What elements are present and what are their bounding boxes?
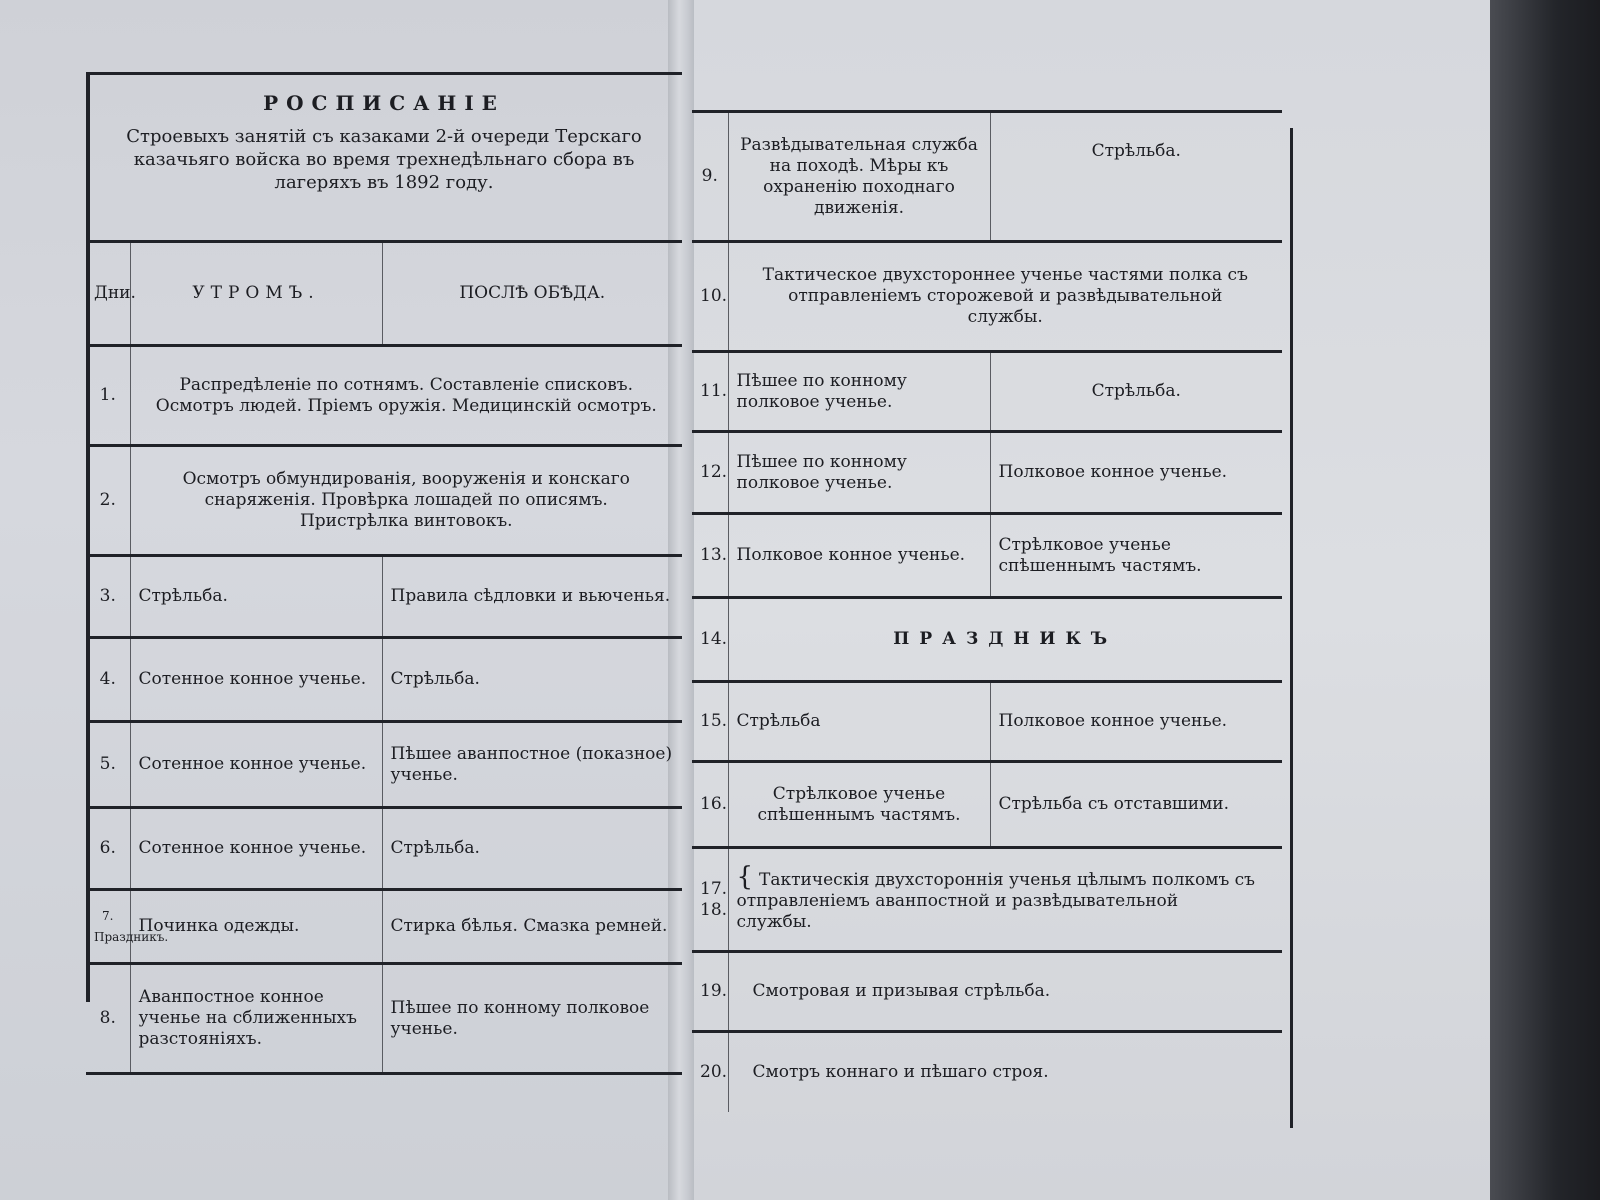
row-text: Смотровая и призывая стрѣльба.	[728, 952, 1282, 1032]
row-number: 1.	[86, 346, 130, 446]
table-row	[692, 1032, 1282, 1112]
row-morning: Починка одежды.	[130, 890, 382, 964]
row-morning: Пѣшее по конному полковое ученье.	[728, 432, 990, 514]
row-number: 8.	[86, 964, 130, 1074]
row-number: 7. Праздникъ.	[86, 890, 130, 964]
brace-glyph: {	[736, 861, 754, 892]
table-row	[692, 242, 1282, 352]
row-number: 5.	[86, 722, 130, 808]
row-afternoon: Стрѣльба съ отставшими.	[990, 762, 1282, 848]
row-number: 11.	[692, 352, 728, 432]
table-row	[86, 722, 682, 808]
row-afternoon: Пѣшее аванпостное (показное) ученье.	[382, 722, 682, 808]
row-number: 17. 18.	[692, 848, 728, 952]
page-subtitle: Строевыхъ занятій съ казаками 2-й очереди Терскаго казачьяго войска во время трехнедѣльнаго сбора въ лагеряхъ въ 1892 году.	[126, 126, 642, 193]
table-row	[692, 432, 1282, 514]
row-number: 3.	[86, 556, 130, 638]
row-morning: Стрѣльба	[728, 682, 990, 762]
row-number: 4.	[86, 638, 130, 722]
header-afternoon: ПОСЛѢ ОБѢДА.	[382, 242, 682, 346]
holiday-label: ПРАЗДНИКЪ	[728, 598, 1282, 682]
table-row	[692, 952, 1282, 1032]
row-number: 20.	[692, 1032, 728, 1112]
table-row	[692, 352, 1282, 432]
table-row	[86, 556, 682, 638]
row-number: 13.	[692, 514, 728, 598]
table-row	[692, 598, 1282, 682]
row-number: 9.	[692, 112, 728, 242]
row-number: 10.	[692, 242, 728, 352]
row-morning: Развѣдывательная служба на походѣ. Мѣры къ охраненію походнаго движенія.	[728, 112, 990, 242]
table-row	[86, 964, 682, 1074]
row-afternoon: Стрѣльба.	[990, 112, 1282, 242]
table-row	[692, 848, 1282, 952]
row-text: Смотръ коннаго и пѣшаго строя.	[728, 1032, 1282, 1112]
table-row	[692, 682, 1282, 762]
row-number: 19.	[692, 952, 728, 1032]
table-frame-right	[1290, 128, 1293, 1128]
row-morning: Пѣшее по конному полковое ученье.	[728, 352, 990, 432]
row-morning: Сотенное конное ученье.	[130, 722, 382, 808]
row-morning: Сотенное конное ученье.	[130, 808, 382, 890]
book-cover-edge	[1490, 0, 1600, 1200]
row-number: 16.	[692, 762, 728, 848]
table-row	[692, 762, 1282, 848]
row-morning: Сотенное конное ученье.	[130, 638, 382, 722]
row-number: 2.	[86, 446, 130, 556]
row-afternoon: Правила сѣдловки и вьюченья.	[382, 556, 682, 638]
row-morning: Стрѣльба.	[130, 556, 382, 638]
row-number: 12.	[692, 432, 728, 514]
row-morning: Аванпостное конное ученье на сближенныхъ разстояніяхъ.	[130, 964, 382, 1074]
row-afternoon: Пѣшее по конному полковое ученье.	[382, 964, 682, 1074]
page-title: РОСПИСАНІЕ	[263, 91, 505, 115]
row-number: 15.	[692, 682, 728, 762]
table-row	[692, 514, 1282, 598]
row-morning: Стрѣлковое ученье спѣшеннымъ частямъ.	[728, 762, 990, 848]
row-text: Тактическія двухстороннія ученья цѣлымъ полкомъ съ отправленіемъ аванпостной и развѣдывательной службы.	[736, 869, 1256, 932]
row-afternoon: Стрѣльба.	[990, 352, 1282, 432]
header-day: Дни.	[86, 242, 130, 346]
table-header-row	[86, 242, 682, 346]
table-row	[86, 346, 682, 446]
row-number: 14.	[692, 598, 728, 682]
row-text-cell	[728, 848, 1282, 952]
row-text: Тактическое двухстороннее ученье частями полка съ отправленіемъ сторожевой и развѣдывательной службы.	[728, 242, 1282, 352]
table-row	[692, 112, 1282, 242]
row-morning: Распредѣленіе по сотнямъ. Составленіе списковъ. Осмотръ людей. Пріемъ оружія. Медицинскій осмотръ.	[130, 346, 682, 446]
table-row	[86, 638, 682, 722]
row-afternoon: Полковое конное ученье.	[990, 432, 1282, 514]
table-row	[86, 808, 682, 890]
row-number: 6.	[86, 808, 130, 890]
row-afternoon: Стрѣлковое ученье спѣшеннымъ частямъ.	[990, 514, 1282, 598]
right-schedule-table	[692, 110, 1282, 1112]
row-afternoon: Стрѣльба.	[382, 808, 682, 890]
row-afternoon: Стирка бѣлья. Смазка ремней.	[382, 890, 682, 964]
schedule-header	[86, 72, 682, 242]
row-morning: Осмотръ обмундированія, вооруженія и конскаго снаряженія. Провѣрка лошадей по описямъ. Пристрѣлка винтовокъ.	[130, 446, 682, 556]
row-morning: Полковое конное ученье.	[728, 514, 990, 598]
row-afternoon: Полковое конное ученье.	[990, 682, 1282, 762]
table-row	[86, 446, 682, 556]
header-morning: УТРОМЪ.	[130, 242, 382, 346]
left-schedule-table	[86, 240, 682, 1075]
table-row	[86, 890, 682, 964]
row-afternoon: Стрѣльба.	[382, 638, 682, 722]
